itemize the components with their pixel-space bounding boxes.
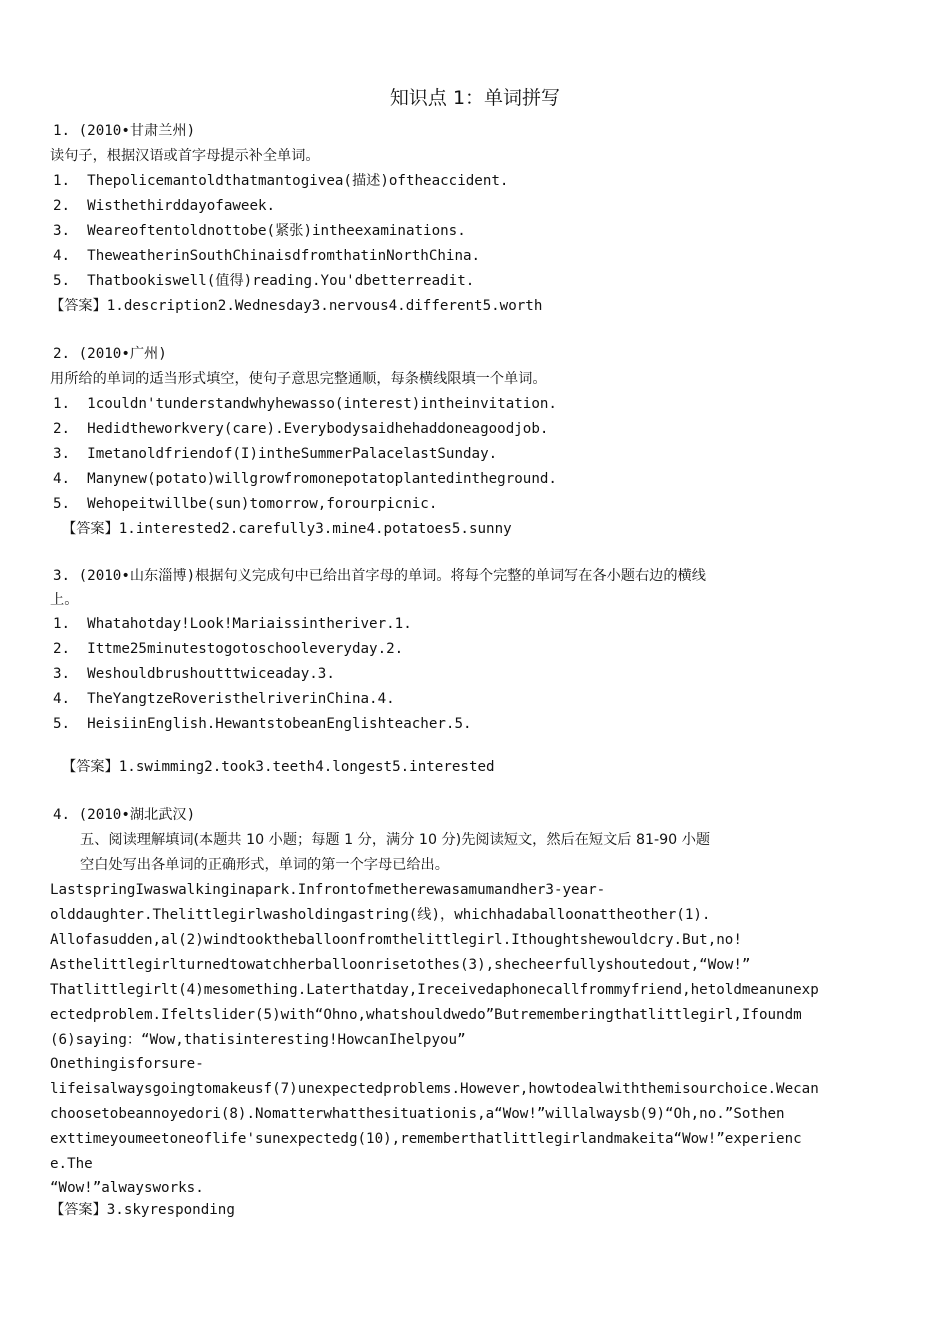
section-1-item-5: 5. Thatbookiswell(值得)reading.You'dbetterreadit.: [53, 273, 475, 289]
section-3-item-4: 4. TheYangtzeRoveristhelriverinChina.4.: [53, 691, 395, 707]
passage-line: e.The: [50, 1156, 93, 1172]
section-3-answer: 【答案】1.swimming2.took3.teeth4.longest5.interested: [62, 759, 495, 775]
section-2-item-3: 3. Imetanoldfriendof(I)intheSummerPalacelastSunday.: [53, 446, 498, 462]
section-3-header-cont: 上。: [50, 592, 79, 608]
section-1-item-2: 2. Wisthethirddayofaweek.: [53, 198, 276, 214]
passage-line: olddaughter.Thelittlegirlwasholdingastring(线)，whichhadaballoonattheother(1).: [50, 907, 711, 923]
passage-line: (6)saying：“Wow,thatisinteresting!HowcanIhelpyou”: [50, 1032, 466, 1048]
section-1-item-3: 3. Weareoftentoldnottobe(紧张)intheexaminations.: [53, 223, 466, 239]
passage-line: Allofasudden,al(2)windtooktheballoonfromthelittlegirl.Ithoughtshewouldcry.But,no!: [50, 932, 742, 948]
section-3-item-3: 3. Weshouldbrushoutttwiceaday.3.: [53, 666, 335, 682]
section-4-intro: 五、阅读理解填词(本题共 10 小题；每题 1 分，满分 10 分)先阅读短文，然后在短文后 81-90 小题: [80, 832, 711, 848]
section-3-item-2: 2. Ittme25minutestogotoschooleveryday.2.: [53, 641, 404, 657]
passage-line: lifeisalwaysgoingtomakeusf(7)unexpectedproblems.However,howtodealwiththemisourchoice.Wecan: [50, 1081, 819, 1097]
section-1-item-1: 1. Thepolicemantoldthatmantogivea(描述)oftheaccident.: [53, 173, 509, 189]
section-3-header: 3. (2010•山东淄博)根据句义完成句中已给出首字母的单词。将每个完整的单词写在各小题右边的横线: [53, 568, 706, 584]
passage-line: Thatlittlegirlt(4)mesomething.Laterthatday,Ireceivedaphonecallfrommyfriend,hetoldmeanunexp: [50, 982, 819, 998]
section-1-item-4: 4. TheweatherinSouthChinaisdfromthatinNorthChina.: [53, 248, 481, 264]
section-2-item-5: 5. Wehopeitwillbe(sun)tomorrow,forourpicnic.: [53, 496, 438, 512]
section-1-header: 1. (2010•甘肃兰州): [53, 123, 196, 139]
section-4-intro-cont: 空白处写出各单词的正确形式，单词的第一个字母已给出。: [80, 857, 449, 873]
page-title: 知识点 1：单词拼写: [389, 87, 561, 109]
section-2-item-2: 2. Hedidtheworkvery(care).Everybodysaidhehaddoneagoodjob.: [53, 421, 549, 437]
section-2-header: 2. (2010•广州): [53, 346, 167, 362]
passage-line: Asthelittlegirlturnedtowatchherballoonrisetothes(3),shecheerfullyshoutedout,“Wow!”: [50, 957, 751, 973]
section-2-answer: 【答案】1.interested2.carefully3.mine4.potatoes5.sunny: [62, 521, 512, 537]
section-2-item-1: 1. 1couldn'tunderstandwhyhewasso(interest)intheinvitation.: [53, 396, 557, 412]
section-2-instruction: 用所给的单词的适当形式填空，使句子意思完整通顺，每条横线限填一个单词。: [50, 371, 547, 387]
section-1-instruction: 读句子，根据汉语或首字母提示补全单词。: [50, 148, 320, 164]
section-3-item-1: 1. Whatahotday!Look!Mariaissintheriver.1.: [53, 616, 412, 632]
passage-line: Onethingisforsure-: [50, 1056, 204, 1072]
section-4-answer: 【答案】3.skyresponding: [50, 1202, 235, 1218]
passage-line: “Wow!”alwaysworks.: [50, 1180, 204, 1196]
section-3-item-5: 5. HeisiinEnglish.HewantstobeanEnglishteacher.5.: [53, 716, 472, 732]
passage-line: choosetobeannoyedori(8).Nomatterwhatthesituationis,a“Wow!”willalwaysb(9)“Oh,no.”Sothen: [50, 1106, 785, 1122]
section-4-header: 4. (2010•湖北武汉): [53, 807, 196, 823]
passage-line: ectedproblem.Ifeltslider(5)with“Ohno,whatshouldwedo”Butrememberingthatlittlegirl,Ifoundm: [50, 1007, 802, 1023]
section-2-item-4: 4. Manynew(potato)willgrowfromonepotatoplantedintheground.: [53, 471, 557, 487]
passage-line: exttimeyoumeetoneoflife'sunexpectedg(10),rememberthatlittlegirlandmakeita“Wow!”experienc: [50, 1131, 802, 1147]
passage-line: LastspringIwaswalkinginapark.Infrontofmetherewasamumandher3-year-: [50, 882, 606, 898]
section-1-answer: 【答案】1.description2.Wednesday3.nervous4.different5.worth: [50, 298, 543, 314]
